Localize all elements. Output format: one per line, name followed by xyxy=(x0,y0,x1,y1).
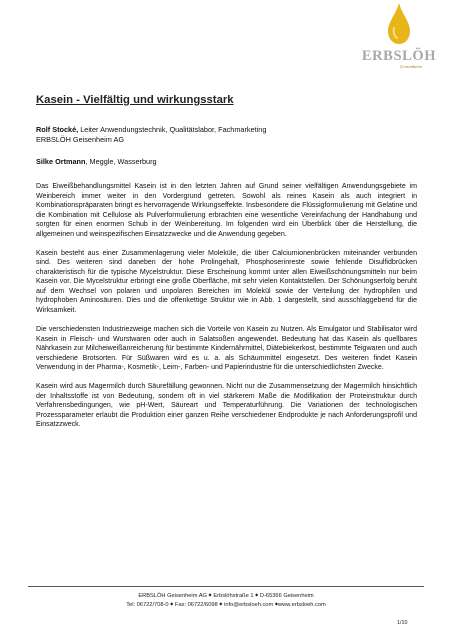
document-title: Kasein - Vielfältig und wirkungsstark xyxy=(36,94,234,106)
footer-company: ERBSLÖH Geisenheim AG xyxy=(138,593,207,599)
footer-separator-icon: ◆ xyxy=(208,592,212,597)
footer-separator-icon: ◆ xyxy=(219,601,223,606)
footer-fax: Fax: 06722/6098 xyxy=(175,602,218,608)
author-1-org: ERBSLÖH Geisenheim AG xyxy=(36,134,125,144)
body-text xyxy=(36,182,417,440)
paragraph-production: Kasein wird aus Magermilch durch Säurefällung gewonnen. Nicht nur die Zusammensetzung der Magermilch hinsichtlich der Inhaltsstoffe ist von Bedeutung, sondern oft in viel stärkerem Maße die Modifikation der Proteinstruktur durch Verfahrensbedingungen, wie pH-Wert, Säureart und Temperaturführung. Die Variationen der technologischen Prozessparameter erlaubt die Produktion einer ganzen Reihe verschiedener Endprodukte je nach Anforderungsprofil und Einsatzzweck. xyxy=(36,383,417,429)
paragraph-industry: Die verschiedensten Industriezweige machen sich die Vorteile von Kasein zu Nutzen. Als Emulgator und Stabilisator wird Kasein in Fleisch- und Wurstwaren oder auch in Salatsoßen angewendet. Bedeutung hat das Kasein als quellbares Nährkasein zur Milcheiweißanreicherung für bestimmte Kindernährmittel, Diätebiekerkost, bestimmte Teigwaren und auch verschiedene Brotsorten. Für Süßwaren wird es u. a. als Schäummittel eingesetzt. Des weiteren findet Kasein Verwendung in der Pharma-, Kosmetik-, Leim-, Farben- und Papierindustrie für die unterschiedlichsten Zwecke. xyxy=(36,326,417,372)
author-2-affiliation: , Meggle, Wasserburg xyxy=(85,156,157,166)
footer-separator-icon: ◆ xyxy=(255,592,259,597)
company-logo xyxy=(358,2,440,70)
footer-street: Erbslöhstraße 1 xyxy=(213,593,254,599)
footer-separator-icon: ◆ xyxy=(170,601,174,606)
author-2-name: Silke Ortmann xyxy=(36,156,86,166)
author-block xyxy=(36,125,416,179)
footer-contact xyxy=(0,601,452,608)
paragraph-intro: Das Eiweißbehandlungsmittel Kasein ist in den letzten Jahren auf Grund seiner vielfältigen Anwendungsgebiete im Weinbereich immer weiter in den Vordergrund getreten. Sowohl als reines Kasein als auch integriert in Kombinationspräparaten bringt es hervorragende Wirkungseffekte. Insbesondere die Flüssigformulierung mit Gelatine und die Kombination mit Cellulose als Pulverformulierung erbrachten eine wesentliche Vereinfachung der Handhabung und sorgten für einen enormen Schub in der Weinbereitung. Im folgenden wird ein Überblick über die Herstellung, die allgemeinen und weinspezifischen Einsatzzwecke und die Anwendung gegeben. xyxy=(36,183,417,238)
footer-email[interactable]: info@erbsloeh.com xyxy=(224,602,274,608)
footer-divider xyxy=(28,586,424,587)
footer-separator-icon: ◆ xyxy=(274,601,279,606)
page-number: 1/10 xyxy=(397,620,408,626)
author-1-affiliation: Leiter Anwendungstechnik, Qualitätslabor, Fachmarketing xyxy=(78,125,267,134)
logo-subtitle: Geisenheim xyxy=(400,64,422,69)
footer-city: D-65366 Geisenheim xyxy=(259,593,314,599)
footer-address xyxy=(0,592,452,599)
logo-wordmark: ERBSLÖH xyxy=(361,48,437,64)
author-1 xyxy=(36,125,416,144)
paragraph-structure: Kasein besteht aus einer Zusammenlagerung vieler Moleküle, die über Calciumionenbrücken miteinander verbunden sind. Des weiteren sind daneben der hohe Prolingehalt, Phosphoserinreste sowie fehlende Disulfidbrücken charakteristisch für die typische Mycelstruktur. Diese Erscheinung kommt unter allen Eiweißschönungsmitteln nur beim Kasein vor. Die Mycelstruktur erbringt eine große Oberfläche, mit sehr vielen Kontaktstellen. Der Schönungserfolg beruht auf dem Wechsel von polaren und unpolaren Bereichen im Molekül sowie der Verteilung der hydrophilen und hydrophoben Aminosäuren. Dies und die offenkettige Struktur wie in Abb. 1 dargestellt, sind ausschlaggebend für die Wirksamkeit. xyxy=(36,249,417,314)
footer-web[interactable]: www.erbsloeh.com xyxy=(278,602,326,608)
author-1-name: Rolf Stocké, xyxy=(36,125,79,134)
drop-icon xyxy=(384,2,414,46)
footer-tel: Tel: 06722/708-0 xyxy=(126,602,169,608)
author-2 xyxy=(36,157,416,167)
